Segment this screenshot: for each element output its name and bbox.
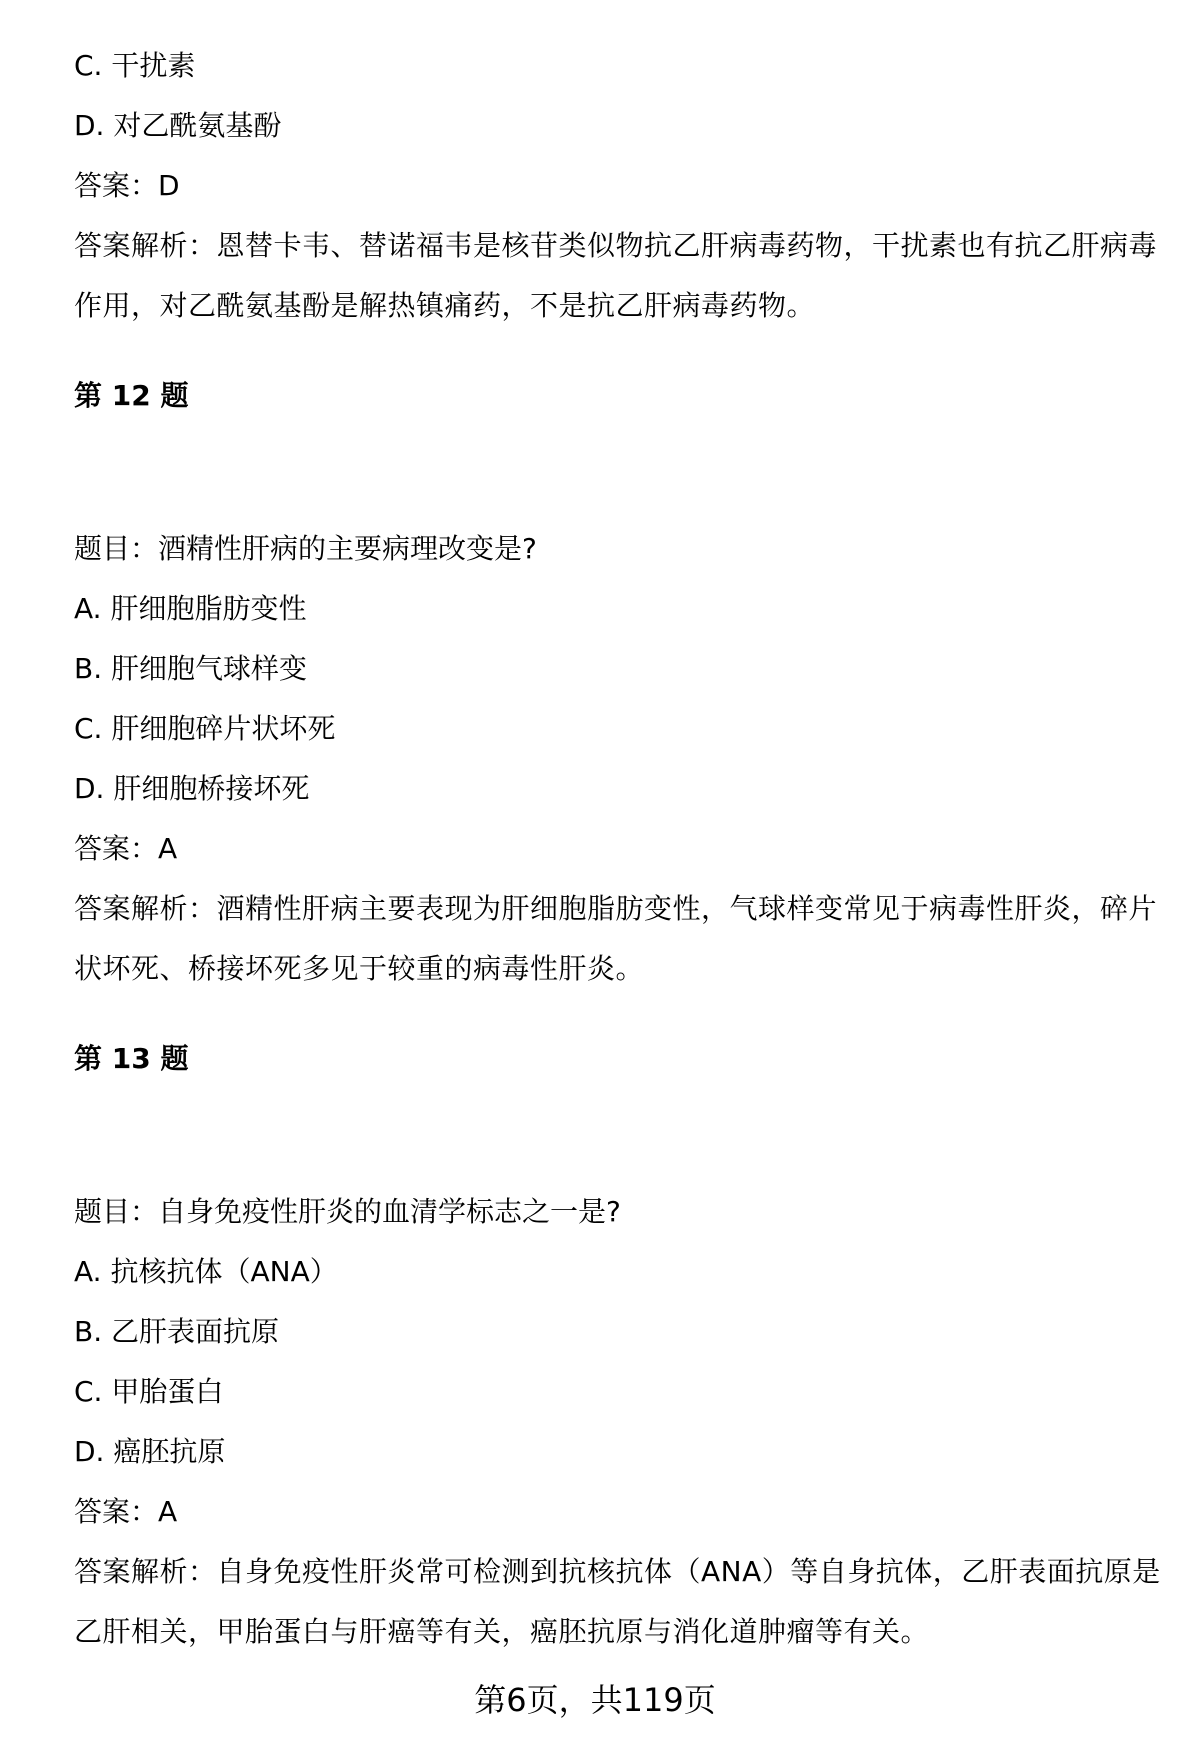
- question-13-option-a: A. 抗核抗体（ANA）: [74, 1255, 338, 1288]
- question-12-explanation: 答案解析：酒精性肝病主要表现为肝细胞脂肪变性，气球样变常见于病毒性肝炎，碎片状坏死、桥接坏死多见于较重的病毒性肝炎。: [74, 892, 1158, 985]
- page-number-footer: 第6页，共119页: [474, 1681, 716, 1719]
- question-12-option-d: D. 肝细胞桥接坏死: [74, 772, 310, 805]
- question-13-stem: 题目：自身免疫性肝炎的血清学标志之一是?: [74, 1195, 621, 1228]
- prev-answer: 答案：D: [74, 169, 180, 202]
- question-12-option-b: B. 肝细胞气球样变: [74, 652, 308, 685]
- prev-option-d: D. 对乙酰氨基酚: [74, 109, 282, 142]
- question-13-option-c: C. 甲胎蛋白: [74, 1375, 224, 1408]
- document-page: [74, 36, 1164, 1662]
- question-12-heading: 第 12 题: [74, 379, 189, 412]
- prev-option-c: C. 干扰素: [74, 49, 196, 82]
- question-13-option-d: D. 癌胚抗原: [74, 1435, 226, 1468]
- question-12-option-a: A. 肝细胞脂肪变性: [74, 592, 307, 625]
- question-13-option-b: B. 乙肝表面抗原: [74, 1315, 280, 1348]
- prev-explanation: 答案解析：恩替卡韦、替诺福韦是核苷类似物抗乙肝病毒药物，干扰素也有抗乙肝病毒作用，对乙酰氨基酚是解热镇痛药，不是抗乙肝病毒药物。: [74, 229, 1158, 322]
- question-12-answer: 答案：A: [74, 832, 178, 865]
- question-12-stem: 题目：酒精性肝病的主要病理改变是?: [74, 532, 537, 565]
- question-13-heading: 第 13 题: [74, 1042, 189, 1075]
- question-13-answer: 答案：A: [74, 1495, 178, 1528]
- question-12-option-c: C. 肝细胞碎片状坏死: [74, 712, 336, 745]
- question-13-explanation: 答案解析：自身免疫性肝炎常可检测到抗核抗体（ANA）等自身抗体，乙肝表面抗原是乙肝相关，甲胎蛋白与肝癌等有关，癌胚抗原与消化道肿瘤等有关。: [74, 1555, 1161, 1648]
